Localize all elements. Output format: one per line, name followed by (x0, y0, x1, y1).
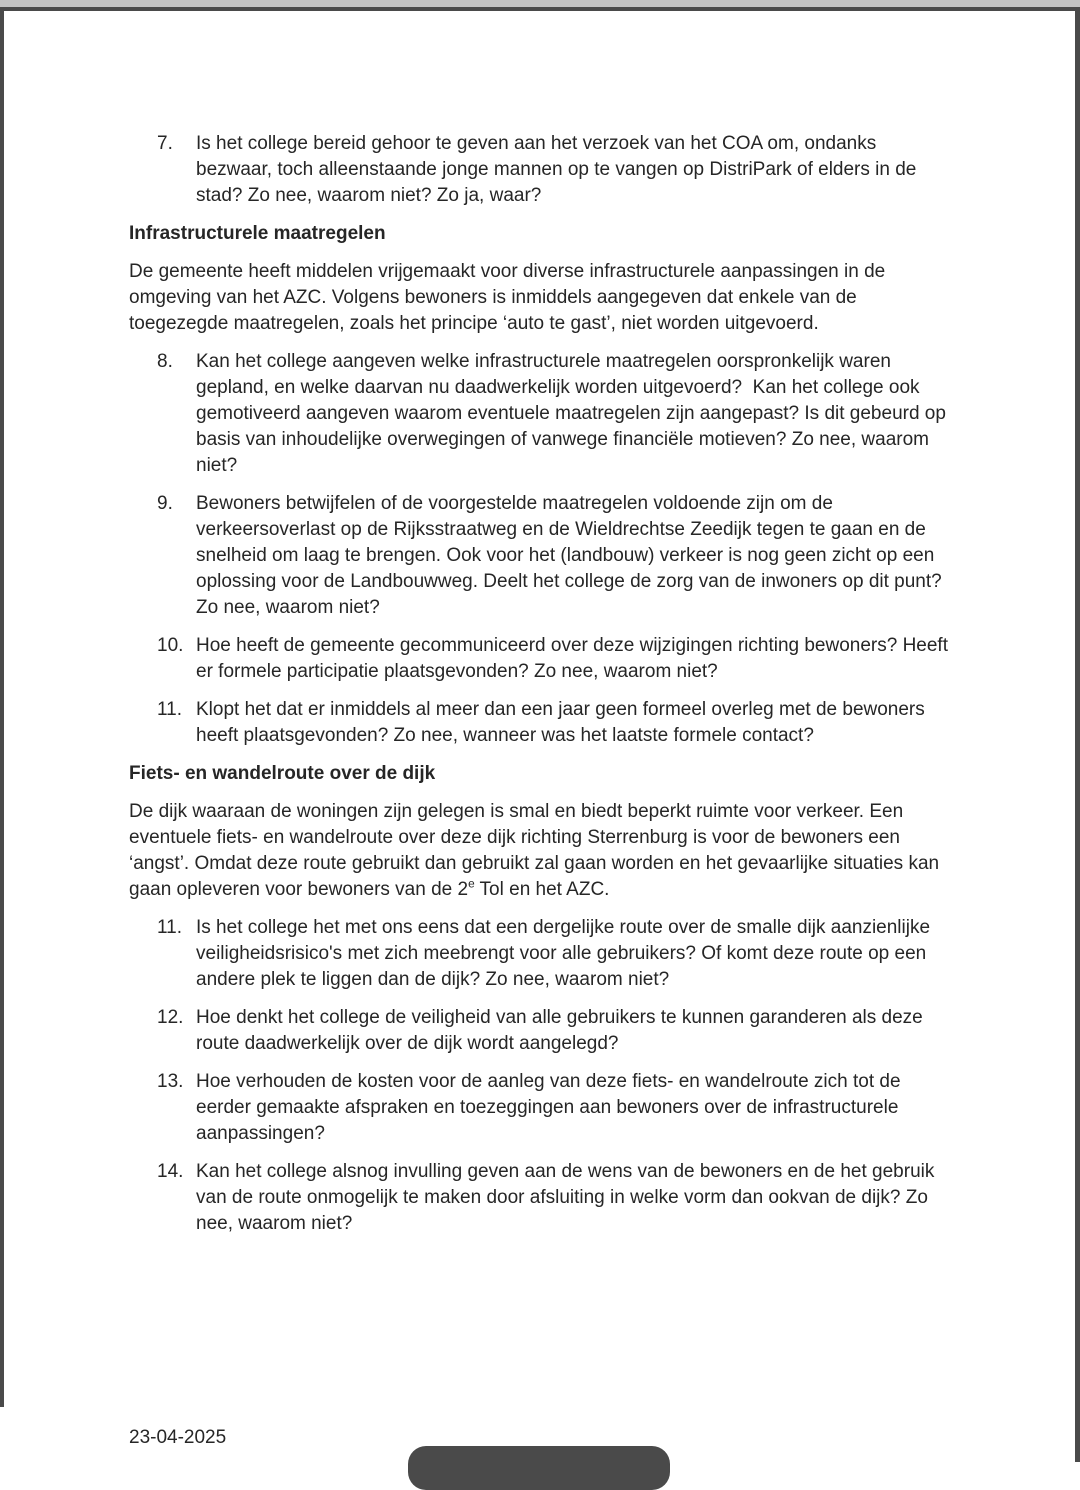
numbered-list-item (129, 633, 956, 685)
footer-date: 23-04-2025 (129, 1427, 227, 1448)
list-item-text: Hoe verhouden de kosten voor de aanleg van deze fiets- en wandelroute zich tot de eerder gemaakte afspraken en toezeggingen aan bewoners over de infrastructurele aanpassingen? (196, 1071, 906, 1144)
numbered-list-item (129, 697, 956, 749)
page-left-border (0, 11, 4, 1407)
viewer-background-strip (0, 0, 1080, 7)
list-item-text: Is het college het met ons eens dat een dergelijke route over de smalle dijk aanzienlijke veiligheidsrisico's met zich meebrengt voor alle gebruikers? Of komt deze route op een andere plek te liggen dan de dijk? Zo nee, waarom niet? (196, 917, 936, 990)
list-item-number: 11. (157, 917, 183, 938)
paragraph: De gemeente heeft middelen vrijgemaakt voor diverse infrastructurele aanpassingen in de omgeving van het AZC. Volgens bewoners is inmiddels aangegeven dat enkele van de toegezegde maatregelen, zoals het principe ‘auto te gast’, niet worden uitgevoerd. (129, 261, 891, 334)
list-item-text: Hoe denkt het college de veiligheid van alle gebruikers te kunnen garanderen als deze route daadwerkelijk over de dijk wordt aangelegd? (196, 1007, 928, 1054)
superscript: e (468, 877, 475, 891)
numbered-list-item (129, 491, 956, 621)
list-item-number: 12. (157, 1007, 184, 1028)
list-item-number: 7. (157, 133, 173, 154)
numbered-list-item (129, 349, 956, 479)
document-content (129, 131, 956, 1249)
section-heading: Infrastructurele maatregelen (129, 223, 386, 244)
list-item-text: Klopt het dat er inmiddels al meer dan een jaar geen formeel overleg met de bewoners heeft plaatsgevonden? Zo nee, wanneer was het laatste formele contact? (196, 699, 931, 746)
list-item-text: Is het college bereid gehoor te geven aan het verzoek van het COA om, ondanks bezwaar, toch alleenstaande jonge mannen op te vangen op DistriPark of elders in de stad? Zo nee, waarom niet? Zo ja, waar? (196, 133, 922, 206)
list-item-text: Kan het college aangeven welke infrastructurele maatregelen oorspronkelijk waren gepland, en welke daarvan nu daadwerkelijk worden uitgevoerd? Kan het college ook gemotiveerd aangeven waarom eventuele maatregelen zijn aangepast? Is dit gebeurd op basis van inhoudelijke overwegingen of vanwege financiële motieven? Zo nee, waarom niet? (196, 351, 952, 476)
page-top-border (0, 7, 1080, 11)
floating-toolbar[interactable] (408, 1446, 670, 1490)
list-item-text: Hoe heeft de gemeente gecommuniceerd over deze wijzigingen richting bewoners? Heeft er formele participatie plaatsgevonden? Zo nee, waarom niet? (196, 635, 954, 682)
list-item-number: 13. (157, 1071, 184, 1092)
numbered-list-item (129, 915, 956, 993)
list-item-text: Kan het college alsnog invulling geven aan de wens van de bewoners en de het gebruik van de route onmogelijk te maken door afsluiting in welke vorm dan ookvan de dijk? Zo nee, waarom niet? (196, 1161, 940, 1234)
list-item-number: 8. (157, 351, 173, 372)
section-heading: Fiets- en wandelroute over de dijk (129, 763, 436, 784)
paragraph-segment: De dijk waaraan de woningen zijn gelegen is smal en biedt beperkt ruimte voor verkeer. Een eventuele fiets- en wandelroute over deze dijk richting Sterrenburg is voor de bewoners een ‘angst’. Omdat deze route gebruikt dan gebruikt zal gaan worden en het gevaarlijke situaties kan gaan opleveren voor bewoners van de 2 (129, 801, 945, 900)
list-item-number: 14. (157, 1161, 184, 1182)
paragraph (129, 799, 956, 903)
numbered-list-item (129, 1159, 956, 1237)
paragraph-segment: Tol en het AZC. (474, 879, 610, 900)
list-item-text: Bewoners betwijfelen of de voorgestelde maatregelen voldoende zijn om de verkeersoverlast op de Rijksstraatweg en de Wieldrechtse Zeedijk tegen te gaan en de snelheid om laag te brengen. Ook voor het (landbouw) verkeer is nog geen zicht op een oplossing voor de Landbouwweg. Deelt het college de zorg van de inwoners op dit punt? Zo nee, waarom niet? (196, 493, 948, 618)
list-item-number: 9. (157, 493, 173, 514)
numbered-list-item (129, 1005, 956, 1057)
numbered-list-item (129, 131, 956, 209)
list-item-number: 10. (157, 635, 184, 656)
page-right-border (1075, 11, 1080, 1462)
list-item-number: 11. (157, 699, 183, 720)
numbered-list-item (129, 1069, 956, 1147)
